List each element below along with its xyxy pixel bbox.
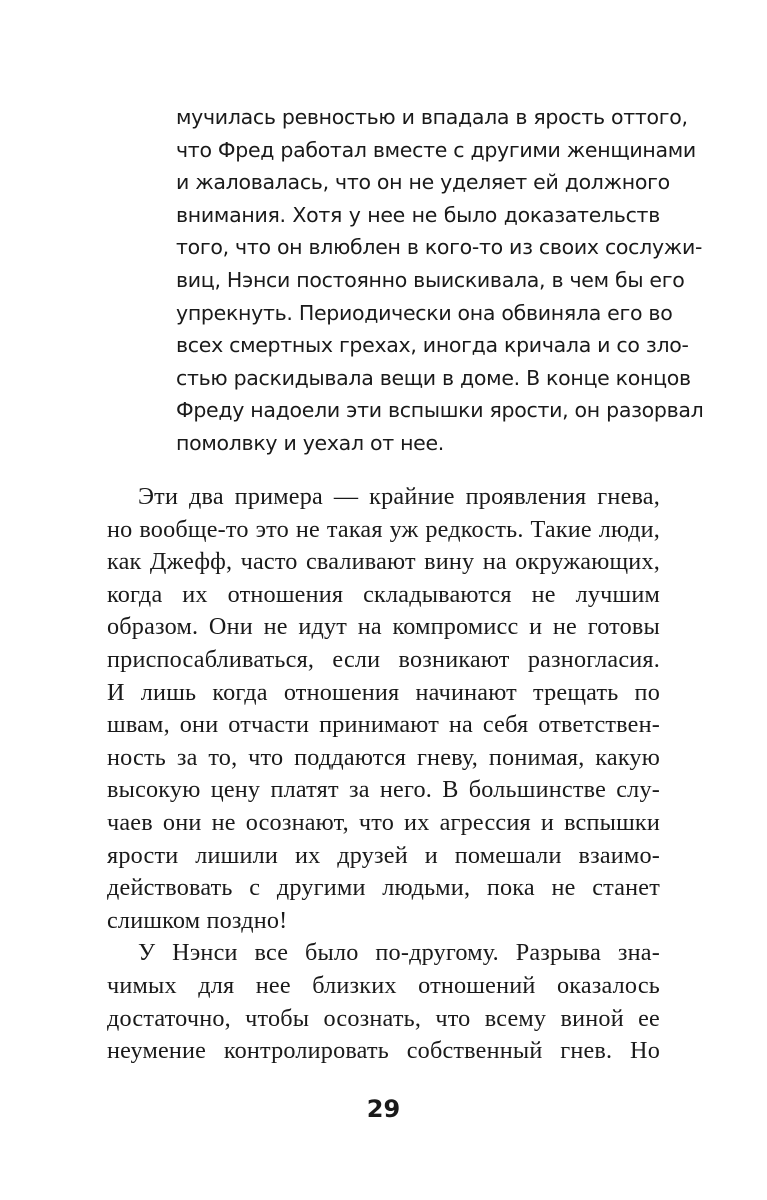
- case-line: и жаловалась, что он не уделяет ей должного: [176, 170, 670, 195]
- case-line: стью раскидывала вещи в доме. В конце концов: [176, 365, 691, 390]
- body-line: чимых для нее близких отношений оказалось: [107, 971, 660, 999]
- paragraph-1: [107, 481, 660, 937]
- case-line: помолвку и уехал от нее.: [176, 430, 445, 455]
- case-line: того, что он влюблен в кого-то из своих сослужи-: [176, 235, 703, 260]
- body-line: швам, они отчасти принимают на себя ответствен-: [107, 711, 660, 739]
- body-line: как Джефф, часто сваливают вину на окружающих,: [107, 548, 660, 576]
- main-body-text: [107, 481, 660, 1068]
- body-line: когда их отношения складываются не лучшим: [107, 580, 660, 608]
- body-line: ярости лишили их друзей и помешали взаимо-: [107, 841, 660, 869]
- case-line: что Фред работал вместе с другими женщинами: [176, 137, 696, 162]
- body-line: Эти два примера — крайние проявления гнева,: [138, 483, 660, 510]
- case-line: всех смертных грехах, иногда кричала и со зло-: [176, 333, 689, 358]
- body-line: высокую цену платят за него. В большинстве слу-: [107, 776, 660, 804]
- body-line: достаточно, чтобы осознать, что всему виной ее: [107, 1004, 660, 1032]
- case-example-block: [176, 101, 704, 460]
- case-line: упрекнуть. Периодически она обвиняла его во: [176, 300, 673, 325]
- body-line: ность за то, что поддаются гневу, понимая, какую: [107, 743, 660, 771]
- case-line: мучилась ревностью и впадала в ярость оттого,: [176, 105, 688, 129]
- case-line: внимания. Хотя у нее не было доказательств: [176, 202, 660, 227]
- body-line: но вообще-то это не такая уж редкость. Такие люди,: [107, 515, 660, 543]
- body-line: чаев они не осознают, что их агрессия и вспышки: [107, 808, 660, 836]
- body-line: И лишь когда отношения начинают трещать по: [107, 678, 660, 706]
- body-line: образом. Они не идут на компромисс и не готовы: [107, 613, 660, 641]
- body-line: неумение контролировать собственный гнев. Но: [107, 1037, 660, 1065]
- case-line: Фреду надоели эти вспышки ярости, он разорвал: [176, 398, 704, 423]
- paragraph-2: [107, 937, 660, 1067]
- page-number: 29: [366, 1095, 401, 1123]
- body-line: приспосабливаться, если возникают разногласия.: [107, 645, 660, 673]
- body-line: У Нэнси все было по-другому. Разрыва зна-: [138, 939, 660, 967]
- case-line: виц, Нэнси постоянно выискивала, в чем бы его: [176, 267, 685, 292]
- body-line: действовать с другими людьми, пока не станет: [107, 874, 660, 902]
- body-line: слишком поздно!: [107, 906, 288, 934]
